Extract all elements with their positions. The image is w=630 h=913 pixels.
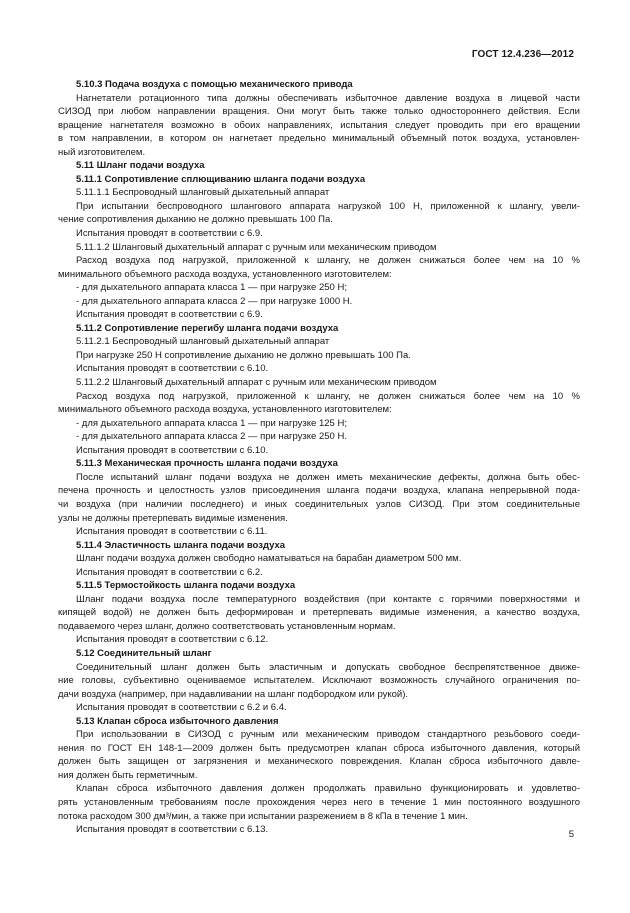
text-line: узлы не должны претерпевать видимые изменения. <box>58 512 288 524</box>
text-line: потока расходом 300 дм³/мин, а также при испытании разрежением в 8 кПа в течение 1 мин. <box>58 810 468 822</box>
text-line: чение сопротивления дыханию не должно превышать 100 Па. <box>58 214 333 226</box>
text-line: Испытания проводят в соответствии с 6.9. <box>76 309 263 321</box>
text-line: в том направлении, в котором он нагнетает предельно минимальный объемный поток воздуха, установлен- <box>58 133 580 145</box>
text-line: СИЗОД при любом направлении вращения. Они могут быть также только одностороннего действия. Если <box>58 106 580 118</box>
section-heading: 5.11.4 Эластичность шланга подачи воздуха <box>76 539 286 551</box>
text-line: минимального объемного расхода воздуха, установленного изготовителем: <box>58 404 392 416</box>
text-line: Испытания проводят в соответствии с 6.10. <box>76 363 269 375</box>
text-line: При использовании в СИЗОД с ручным или механическим приводом стандартного резьбового соеди- <box>76 729 580 741</box>
document-body <box>58 78 580 837</box>
section-heading: 5.11.3 Механическая прочность шланга подачи воздуха <box>76 458 338 470</box>
text-line: 5.11.2.1 Беспроводный шланговый дыхательный аппарат <box>76 336 330 348</box>
text-line: минимального объемного расхода воздуха, установленного изготовителем: <box>58 268 392 280</box>
section-heading: 5.11.1 Сопротивление сплющиванию шланга подачи воздуха <box>76 173 366 185</box>
text-line: 5.11.1.1 Беспроводный шланговый дыхательный аппарат <box>76 187 330 199</box>
section-heading: 5.12 Соединительный шланг <box>76 647 212 659</box>
text-line: Шланг подачи воздуха после температурного воздействия (при контакте с горячими поверхностями и <box>76 593 580 605</box>
text-line: рять установленным требованиям после прохождения через него в течение 1 мин постоянного воздушного <box>58 796 580 808</box>
text-line: печена прочность и целостность узлов присоединения шланга подачи воздуха, клапана непрерывной пода- <box>58 485 580 497</box>
text-line: 5.11.2.2 Шланговый дыхательный аппарат с ручным или механическим приводом <box>76 377 437 389</box>
section-heading: 5.11.2 Сопротивление перегибу шланга подачи воздуха <box>76 322 339 334</box>
standard-header: ГОСТ 12.4.236—2012 <box>471 49 574 60</box>
text-line: кипящей водой) не должен быть деформирован и претерпевать видимые изменения, а качество воздуха, <box>58 607 580 619</box>
text-line: ния должен быть герметичным. <box>58 769 198 781</box>
text-line: При испытании беспроводного шлангового аппарата нагрузкой 100 Н, приложенной к шлангу, увели- <box>76 200 580 212</box>
text-line: Соединительный шланг должен быть эластичным и допускать свободное беспрепятственное движе- <box>76 661 580 673</box>
text-line: Нагнетатели ротационного типа должны обеспечивать избыточное давление воздуха в лицевой части <box>76 92 580 104</box>
text-line: - для дыхательного аппарата класса 1 — при нагрузке 250 Н; <box>76 282 347 294</box>
text-line: дачи воздуха (например, при надавливании на шланг подбородком или рукой). <box>58 688 409 700</box>
text-line: подаваемого через шланг, должно соответствовать установленным нормам. <box>58 620 396 632</box>
text-line: 5.11.1.2 Шланговый дыхательный аппарат с ручным или механическим приводом <box>76 241 437 253</box>
section-heading: 5.10.3 Подача воздуха с помощью механического привода <box>76 79 353 90</box>
page-number: 5 <box>568 829 574 840</box>
text-line: вращение нагнетателя возможно в обоих направлениях, испытания следует проводить при его вращении <box>58 119 580 131</box>
text-line: - для дыхательного аппарата класса 2 — при нагрузке 250 Н. <box>76 431 347 443</box>
text-line: ние головы, субъективно оцениваемое испытателем. Исключают возможность случайного ограничения по- <box>58 675 580 687</box>
text-line: - для дыхательного аппарата класса 1 — при нагрузке 125 Н; <box>76 417 347 429</box>
text-line: Испытания проводят в соответствии с 6.10. <box>76 444 269 456</box>
text-line: Расход воздуха под нагрузкой, приложенной к шлангу, не должен снижаться более чем на 10 % <box>76 390 580 402</box>
text-line: Испытания проводят в соответствии с 6.2. <box>76 566 263 578</box>
section-heading: 5.13 Клапан сброса избыточного давления <box>76 715 279 727</box>
text-line: Испытания проводят в соответствии с 6.12. <box>76 634 269 646</box>
text-line: Расход воздуха под нагрузкой, приложенной к шлангу, не должен снижаться более чем на 10 % <box>76 255 580 267</box>
text-line: Испытания проводят в соответствии с 6.11. <box>76 526 268 538</box>
section-heading: 5.11 Шланг подачи воздуха <box>76 160 205 172</box>
text-line: При нагрузке 250 Н сопротивление дыханию не должно превышать 100 Па. <box>76 349 411 361</box>
text-line: Клапан сброса избыточного давления должен продолжать правильно функционировать и удовлетво- <box>76 783 580 795</box>
text-line: Испытания проводят в соответствии с 6.9. <box>76 228 263 240</box>
text-line: После испытаний шланг подачи воздуха не должен иметь механические дефекты, должна быть обес- <box>76 471 580 483</box>
text-line: нения по ГОСТ ЕН 148-1—2009 должен быть предусмотрен клапан сброса избыточного давления, который <box>58 742 580 754</box>
section-heading: 5.11.5 Термостойкость шланга подачи воздуха <box>76 580 296 592</box>
text-line: - для дыхательного аппарата класса 2 — при нагрузке 1000 Н. <box>76 295 353 307</box>
text-line: Испытания проводят в соответствии с 6.13. <box>76 824 269 836</box>
text-line: должен быть защищен от загрязнения и механического повреждения. Клапан сброса избыточного давле- <box>58 756 580 768</box>
text-line: ный изготовителем. <box>58 146 146 158</box>
text-line: чи воздуха (при наличии последнего) и иных соединительных узлов СИЗОД. При этом соединительные <box>58 498 580 510</box>
text-line: Шланг подачи воздуха должен свободно наматываться на барабан диаметром 500 мм. <box>76 553 462 565</box>
text-line: Испытания проводят в соответствии с 6.2 и 6.4. <box>76 702 287 714</box>
